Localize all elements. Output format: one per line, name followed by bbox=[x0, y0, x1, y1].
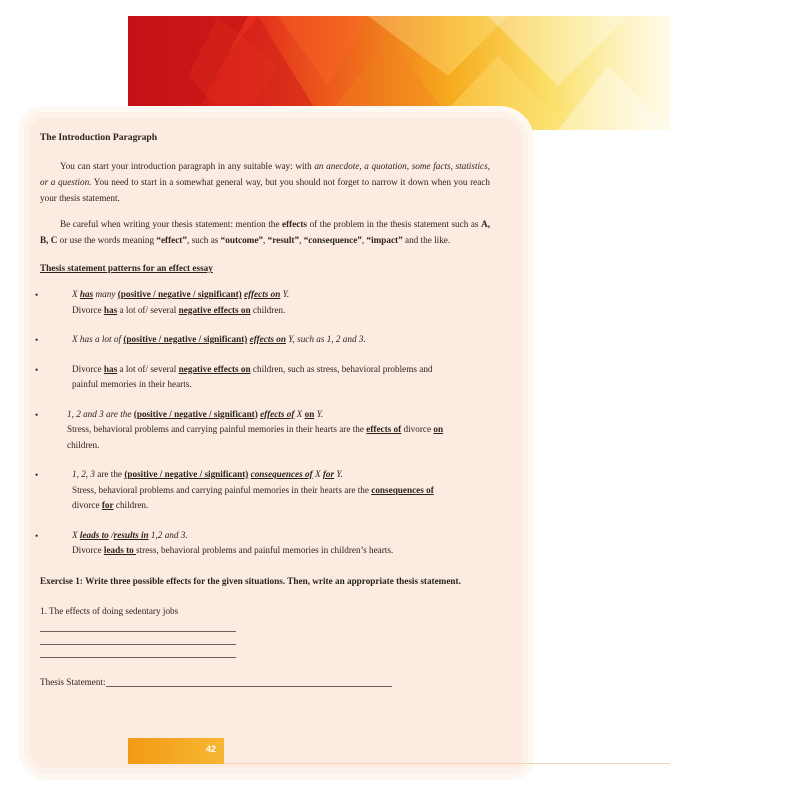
text-run: divorce bbox=[72, 500, 102, 510]
text-run: X bbox=[294, 408, 305, 419]
thesis-pattern-item bbox=[35, 362, 490, 393]
thesis-pattern-item bbox=[35, 467, 490, 514]
pattern-line bbox=[40, 407, 490, 423]
text-run: X bbox=[312, 469, 323, 479]
text-run: leads to bbox=[103, 545, 137, 555]
text-run: Y. bbox=[314, 408, 324, 419]
thesis-statement-row bbox=[40, 674, 490, 690]
text-run: for bbox=[101, 500, 114, 510]
text-run: and the like. bbox=[402, 235, 451, 245]
text-run: (positive / negative / significant) bbox=[124, 469, 249, 479]
text-run: / bbox=[108, 529, 114, 540]
pattern-line bbox=[40, 303, 490, 319]
text-run: Y. bbox=[280, 289, 290, 299]
thesis-pattern-item bbox=[35, 528, 490, 559]
bullet-icon: • bbox=[35, 364, 39, 375]
section-heading: The Introduction Paragraph bbox=[40, 132, 158, 143]
exercise-title: Exercise 1: Write three possible effects for the given situations. Then, write an appropriate thesis statement. bbox=[40, 575, 461, 586]
text-run: (positive / negative / significant) bbox=[133, 408, 258, 419]
text-run: negative effects on bbox=[178, 363, 251, 374]
header-banner bbox=[128, 16, 670, 130]
text-run: X has a lot of bbox=[72, 334, 124, 344]
text-run: Be careful when writing your thesis statement: mention the bbox=[60, 219, 283, 229]
bullet-icon: • bbox=[35, 335, 39, 345]
patterns-heading: Thesis statement patterns for an effect essay bbox=[40, 263, 213, 273]
thesis-pattern-item bbox=[35, 287, 490, 318]
bullet-icon: • bbox=[35, 409, 39, 420]
text-run: X bbox=[72, 289, 80, 299]
thesis-answer-line[interactable] bbox=[106, 686, 392, 687]
text-run: a lot of/ several bbox=[117, 363, 179, 374]
text-run: on bbox=[304, 408, 315, 419]
text-run: (positive / negative / significant) bbox=[123, 334, 248, 344]
text-run: stress, behavioral problems and painful memories in children’s hearts. bbox=[136, 545, 394, 555]
text-run: has bbox=[103, 304, 118, 315]
text-run: Y, such as 1, 2 and 3. bbox=[285, 334, 366, 344]
text-run: many bbox=[93, 289, 118, 299]
answer-line-1[interactable] bbox=[40, 631, 236, 632]
text-run: a lot of/ several bbox=[117, 304, 179, 315]
pattern-line bbox=[40, 362, 490, 378]
text-run: effects on bbox=[249, 334, 286, 344]
pattern-line bbox=[40, 422, 490, 438]
thesis-advice-paragraph bbox=[40, 216, 490, 248]
pattern-line bbox=[40, 483, 490, 499]
text-run: Divorce bbox=[72, 304, 104, 315]
text-run: “consequence” bbox=[303, 235, 362, 245]
text-run: You need to start in a somewhat general way, but you should not forget to narrow it down when you reach your thesis statement. bbox=[40, 177, 490, 203]
text-run: , bbox=[299, 235, 304, 245]
text-run: 1, 2, 3 bbox=[72, 469, 95, 479]
pattern-line bbox=[40, 498, 490, 514]
text-run: children. bbox=[67, 439, 100, 450]
pattern-line bbox=[40, 467, 490, 483]
answer-line-2[interactable] bbox=[40, 644, 236, 645]
text-run: Y. bbox=[334, 469, 343, 479]
text-run: , such as bbox=[186, 235, 221, 245]
text-run: “result” bbox=[267, 235, 300, 245]
text-run: “outcome” bbox=[220, 235, 264, 245]
text-run: an anecdote, a quotation, some facts, statistics, or a question. bbox=[40, 161, 490, 187]
pattern-line bbox=[40, 332, 490, 348]
text-run: has bbox=[79, 289, 94, 299]
text-run: leads to bbox=[79, 529, 109, 540]
text-run: Stress, behavioral problems and carrying painful memories in their hearts are the bbox=[72, 484, 372, 495]
text-run: 1,2 and 3. bbox=[148, 529, 188, 540]
text-run: results in bbox=[113, 529, 149, 540]
text-run: , bbox=[263, 235, 268, 245]
text-run: A, B, C bbox=[40, 219, 490, 245]
thesis-statement-label: Thesis Statement: bbox=[40, 676, 106, 687]
thesis-pattern-item bbox=[35, 407, 490, 454]
banner-pattern-graphic bbox=[128, 16, 670, 130]
pattern-line bbox=[40, 377, 490, 393]
text-run: painful memories in their hearts. bbox=[72, 379, 192, 389]
text-run: “impact” bbox=[366, 235, 403, 245]
bullet-icon: • bbox=[35, 470, 39, 480]
text-run: “effect” bbox=[156, 235, 187, 245]
text-run: children. bbox=[113, 500, 149, 510]
text-run: effects on bbox=[244, 289, 281, 299]
text-run: X bbox=[72, 529, 80, 540]
page-number-tab bbox=[128, 738, 224, 764]
text-run: divorce bbox=[401, 424, 434, 434]
text-run: Divorce bbox=[72, 545, 104, 555]
answer-line-3[interactable] bbox=[40, 657, 236, 658]
text-run: on bbox=[433, 424, 444, 434]
pattern-line bbox=[40, 528, 490, 544]
thesis-pattern-item bbox=[35, 332, 490, 348]
text-run: children. bbox=[250, 304, 286, 315]
pattern-line bbox=[40, 438, 490, 454]
text-run: for bbox=[322, 469, 335, 479]
text-run: effects bbox=[282, 219, 308, 229]
text-run: children, such as stress, behavioral problems and bbox=[250, 363, 433, 374]
intro-paragraph bbox=[40, 158, 490, 206]
text-run: consequences of bbox=[250, 469, 313, 479]
text-run: Stress, behavioral problems and carrying painful memories in their hearts are the bbox=[67, 424, 367, 434]
bullet-icon: • bbox=[35, 290, 39, 300]
thesis-patterns-list bbox=[35, 287, 490, 559]
text-run: Divorce bbox=[72, 363, 104, 374]
pattern-line bbox=[40, 543, 490, 559]
text-run: consequences of bbox=[371, 484, 434, 495]
text-run: (positive / negative / significant) bbox=[117, 289, 242, 299]
text-run: effects of bbox=[260, 408, 295, 419]
text-run: has bbox=[103, 363, 118, 374]
page-content bbox=[35, 130, 490, 690]
text-run: effects of bbox=[366, 424, 402, 434]
text-run: , bbox=[361, 235, 367, 245]
exercise-question: 1. The effects of doing sedentary jobs bbox=[40, 605, 179, 616]
text-run: 1, 2 and 3 are the bbox=[67, 408, 134, 419]
pattern-line bbox=[40, 287, 490, 303]
text-run: You can start your introduction paragraph in any suitable way: with bbox=[60, 161, 315, 171]
text-run: or use the words meaning bbox=[57, 235, 157, 245]
text-run: negative effects on bbox=[178, 304, 251, 315]
bullet-icon: • bbox=[35, 530, 39, 541]
text-run: of the problem in the thesis statement such as bbox=[307, 219, 482, 229]
page-number: 42 bbox=[205, 744, 216, 754]
text-run: are the bbox=[94, 469, 125, 479]
